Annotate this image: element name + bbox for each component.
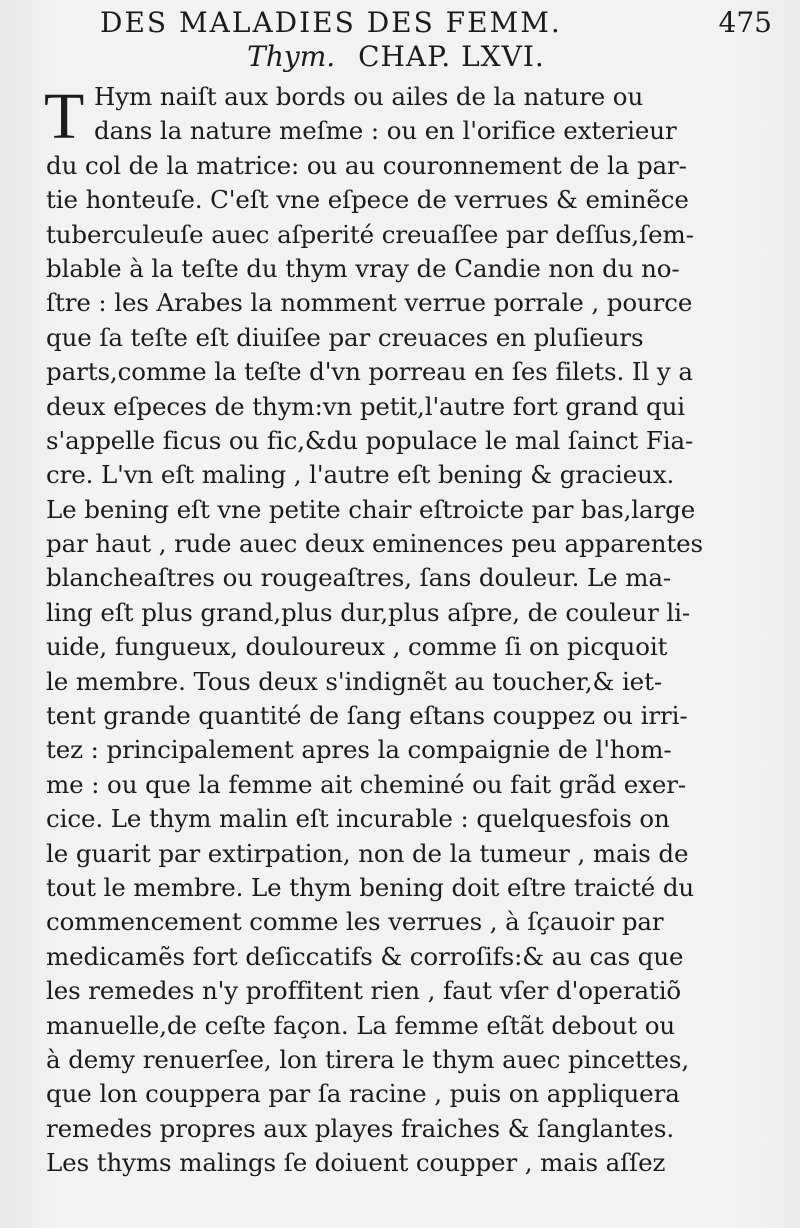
- text-line: commencement comme les verrues , à ſçauoir par: [46, 907, 664, 937]
- opening-paragraph: [44, 80, 726, 153]
- text-line: Hym naiſt aux bords ou ailes de la nature ou: [94, 82, 644, 111]
- chapter-heading: [46, 40, 726, 78]
- text-line: cice. Le thym malin eſt incurable : quelquesfois on: [46, 804, 670, 834]
- text-line: remedes propres aux playes fraiches & ſanglantes.: [46, 1113, 675, 1143]
- chapter-subject: Thym.: [247, 40, 336, 73]
- text-line: tez : principalement apres la compaignie de l'hom-: [46, 735, 672, 765]
- running-title: DES MALADIES DES FEMM.: [100, 6, 562, 39]
- text-line: par haut , rude auec deux eminences peu apparentes: [46, 529, 704, 559]
- text-line: ling eſt plus grand,plus dur,plus aſpre, de couleur li-: [46, 597, 691, 627]
- text-line: ſtre : les Arabes la nomment verrue porrale , pource: [46, 288, 693, 318]
- chapter-label: CHAP. LXVI.: [358, 40, 545, 73]
- text-line: s'appelle ficus ou fic,&du populace le mal ſainct Fia-: [46, 425, 694, 455]
- text-line: dans la nature meſme : ou en l'orifice exterieur: [94, 116, 677, 146]
- page-number: 475: [718, 6, 772, 39]
- text-line: manuelle,de ceſte façon. La femme eſtãt debout ou: [46, 1010, 676, 1040]
- text-line: blancheaſtres ou rougeaſtres, ſans douleur. Le ma-: [46, 563, 672, 593]
- text-line: uide, fungueux, douloureux , comme ſi on picquoit: [46, 632, 668, 662]
- text-line: les remedes n'y proffitent rien , faut vſer d'operatiõ: [46, 976, 682, 1006]
- text-line: blable à la teſte du thym vray de Candie non du no-: [46, 253, 680, 283]
- body-text: [46, 80, 726, 1181]
- text-line: cre. L'vn eſt maling , l'autre eſt bening & gracieux.: [46, 460, 675, 490]
- text-line: du col de la matrice: ou au couronnement de la par-: [46, 150, 687, 180]
- text-line: medicamẽs fort deſiccatifs & corroſifs:& au cas que: [46, 941, 684, 971]
- running-head: [46, 6, 772, 40]
- text-line: tuberculeuſe auec aſperité creuaſſee par deſſus,ſem-: [46, 219, 694, 249]
- text-line: Le bening eſt vne petite chair eſtroicte par bas,large: [46, 494, 696, 524]
- text-line: le guarit par extirpation, non de la tumeur , mais de: [46, 838, 689, 868]
- text-line: le membre. Tous deux s'indignẽt au toucher,& iet-: [46, 666, 662, 696]
- text-line: tout le membre. Le thym bening doit eſtre traicté du: [46, 872, 695, 902]
- text-line: parts,comme la teſte d'vn porreau en ſes filets. Il y a: [46, 357, 693, 387]
- text-line: que ſa teſte eſt diuiſee par creuaces en pluſieurs: [46, 322, 644, 352]
- text-line: me : ou que la femme ait cheminé ou fait grãd exer-: [46, 769, 687, 799]
- text-line: à demy renuerſee, lon tirera le thym auec pincettes,: [46, 1044, 690, 1074]
- text-line: tie honteuſe. C'eſt vne eſpece de verrues & eminẽce: [46, 185, 689, 215]
- text-line: tent grande quantité de ſang eſtans couppez ou irri-: [46, 701, 688, 731]
- text-line: que lon couppera par ſa racine , puis on appliquera: [46, 1079, 680, 1109]
- drop-cap: T: [44, 80, 85, 153]
- text-line: deux eſpeces de thym:vn petit,l'autre fort grand qui: [46, 391, 686, 421]
- text-line: Les thyms malings ſe doiuent coupper , mais aſſez: [46, 1148, 666, 1178]
